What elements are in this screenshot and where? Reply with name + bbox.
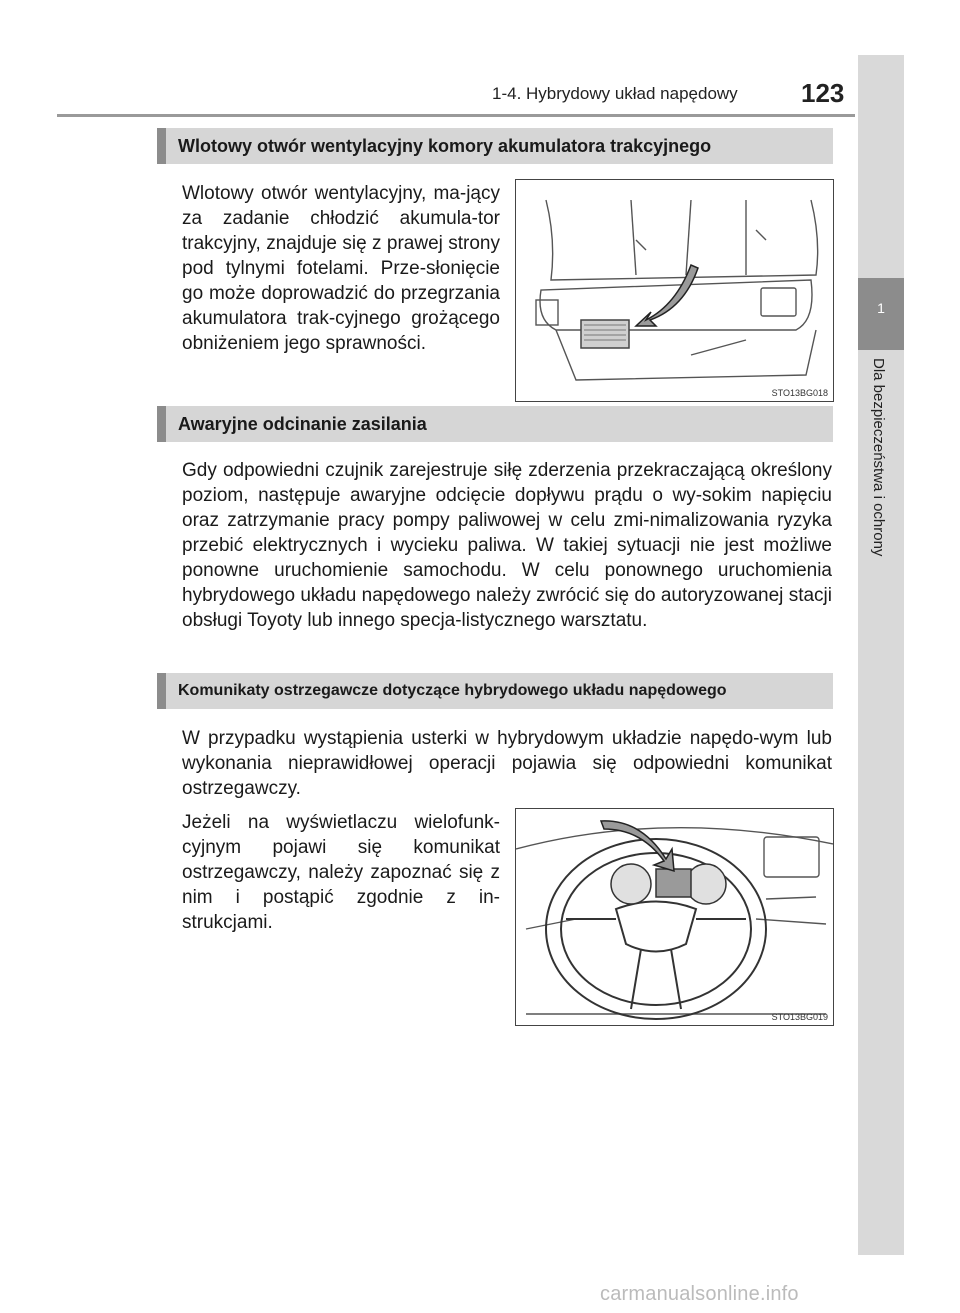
chapter-number: 1 [877,300,885,316]
figure-dashboard-display [515,808,834,1026]
paragraph-warning-instructions: Jeżeli na wyświetlaczu wielofunk-cyjnym pojawi się komunikat ostrzegawczy, należy zapoznać się z nim i postąpić zgodnie z in-strukcjami. [182,812,500,933]
chapter-side-tab [858,55,904,1255]
figure-code: STO13BG019 [771,1012,828,1022]
pointer-arrow-icon [636,265,698,326]
section-heading-ventilation [157,128,833,164]
paragraph-warning-intro: W przypadku wystąpienia usterki w hybrydowym układzie napędo-wym lub wykonania nieprawidłowej operacji pojawia się odpowiedni komunikat ostrzegawczy. [182,728,832,799]
section-heading-power-cutoff [157,406,833,442]
rear-seat-illustration [516,180,833,401]
section-heading-text: Komunikaty ostrzegawcze dotyczące hybrydowego układu napędowego [178,682,727,699]
vent-grille-icon [581,320,629,348]
running-header-title: 1-4. Hybrydowy układ napędowy [492,84,738,103]
section-heading-warning-messages [157,673,833,709]
section-heading-text: Awaryjne odcinanie zasilania [178,413,427,434]
page-number: 123 [801,78,845,108]
header-divider [57,114,855,117]
chapter-title: Dla bezpieczeństwa i ochrony [870,358,887,557]
paragraph-ventilation: Wlotowy otwór wentylacyjny, ma-jący za zadanie chłodzić akumula-tor trakcyjny, znajduje się z prawej strony pod tylnymi fotelami. Prze-słonięcie go może doprowadzić do przegrzania akumulatora trak-cyjnego grożącego obniżeniem jego sprawności. [182,183,500,354]
paragraph-power-cutoff: Gdy odpowiedni czujnik zarejestruje siłę zderzenia przekraczającą określony poziom, następuje awaryjne odcięcie dopływu prądu o wy-sokim napięciu oraz zatrzymanie pracy pompy paliwowej w celu zmi-nimalizowania ryzyka przebić elektrycznych i wycieku paliwa. W takiej sytuacji nie jest możliwe ponowne uruchomienie samochodu. W celu ponownego uruchomienia hybrydowego układu napędowego należy zwrócić się do autoryzowanej stacji obsługi Toyoty lub innego specja-listycznego warsztatu. [182,460,832,631]
watermark-text: carmanualsonline.info [600,1283,799,1305]
dashboard-illustration [516,809,833,1025]
section-heading-text: Wlotowy otwór wentylacyjny komory akumulatora trakcyjnego [178,135,712,156]
figure-code: STO13BG018 [771,388,828,398]
figure-rear-seat-vent [515,179,834,402]
